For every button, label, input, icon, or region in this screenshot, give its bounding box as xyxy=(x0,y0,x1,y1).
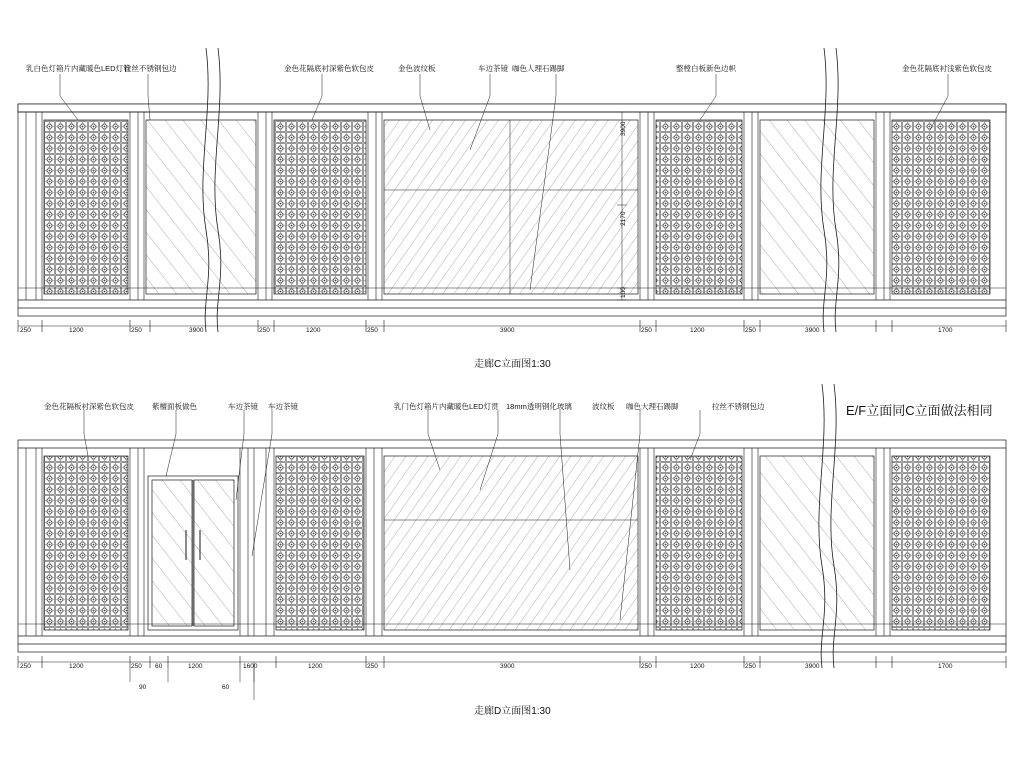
dim-d-14: 1700 xyxy=(938,663,953,670)
label-d-1: 金色花隔板衬深紫色软包皮 xyxy=(44,402,134,411)
label-d-2: 紫檀面板做色 xyxy=(152,402,197,411)
label-d-3: 车边茶镜 xyxy=(228,402,258,411)
label-c-1: 乳白色灯箱片内藏暖色LED灯管 xyxy=(26,64,131,73)
dim-c-8: 3900 xyxy=(500,327,515,334)
label-c-3: 金色花隔底衬深紫色软包皮 xyxy=(284,64,374,73)
dim-c-6: 1200 xyxy=(306,327,321,334)
dim-c-3: 250 xyxy=(131,327,142,334)
label-d-7: 波纹板 xyxy=(592,402,615,411)
dim-c-1: 250 xyxy=(20,327,31,334)
dim-d-11: 1200 xyxy=(690,663,705,670)
label-d-9: 拉丝不锈钢包边 xyxy=(712,402,765,411)
dim-d-9: 3900 xyxy=(500,663,515,670)
dim-c-4: 3900 xyxy=(189,327,204,334)
label-c-5: 车边茶镜 xyxy=(478,64,508,73)
vdim-c-3900: 3900 xyxy=(620,121,627,136)
side-note-ef: E/F立面同C立面做法相同 xyxy=(846,403,993,418)
dim-c-11: 250 xyxy=(745,327,756,334)
dim-d-4: 60 xyxy=(155,663,163,670)
dim-d-8: 250 xyxy=(367,663,378,670)
label-d-8: 咖色大理石踢脚 xyxy=(626,402,679,411)
dim-d-sub-90: 90 xyxy=(139,684,147,691)
dim-d-2: 1200 xyxy=(69,663,84,670)
dim-d-12: 250 xyxy=(745,663,756,670)
title-elevation-d: 走廊D立面图1:30 xyxy=(474,706,551,717)
dim-d-3: 250 xyxy=(131,663,142,670)
vdim-c-2170: 2170 xyxy=(620,211,627,226)
label-d-6: 18mm透明钢化玻璃 xyxy=(506,402,572,411)
dim-c-2: 1200 xyxy=(69,327,84,334)
dim-d-sub-60: 60 xyxy=(222,684,230,691)
title-elevation-c: 走廊C立面图1:30 xyxy=(474,359,551,370)
dim-d-5: 1200 xyxy=(188,663,203,670)
dim-d-13: 3900 xyxy=(805,663,820,670)
label-c-2: 拉丝不锈钢包边 xyxy=(124,64,177,73)
dim-d-6: 1600 xyxy=(243,663,258,670)
dim-c-7: 250 xyxy=(367,327,378,334)
dim-d-7: 1200 xyxy=(308,663,323,670)
label-c-6: 咖色人理石踢脚 xyxy=(512,64,565,73)
dim-c-9: 250 xyxy=(641,327,652,334)
vdim-c-100: 100 xyxy=(620,287,627,298)
dim-d-10: 250 xyxy=(641,663,652,670)
dim-c-13: 1700 xyxy=(938,327,953,334)
label-c-4: 金色波纹板 xyxy=(398,64,436,73)
label-d-4: 车边茶镜 xyxy=(268,402,298,411)
dim-c-10: 1200 xyxy=(690,327,705,334)
dim-c-5: 250 xyxy=(259,327,270,334)
dim-d-1: 250 xyxy=(20,663,31,670)
label-d-5: 乳门色灯箱片内藏暖色LED灯贯 xyxy=(394,402,499,411)
dim-c-12: 3900 xyxy=(805,327,820,334)
label-c-7: 整樘白板新色边帜 xyxy=(676,64,736,73)
label-c-8: 金色花隔底衬浅紫色软包皮 xyxy=(902,64,992,73)
